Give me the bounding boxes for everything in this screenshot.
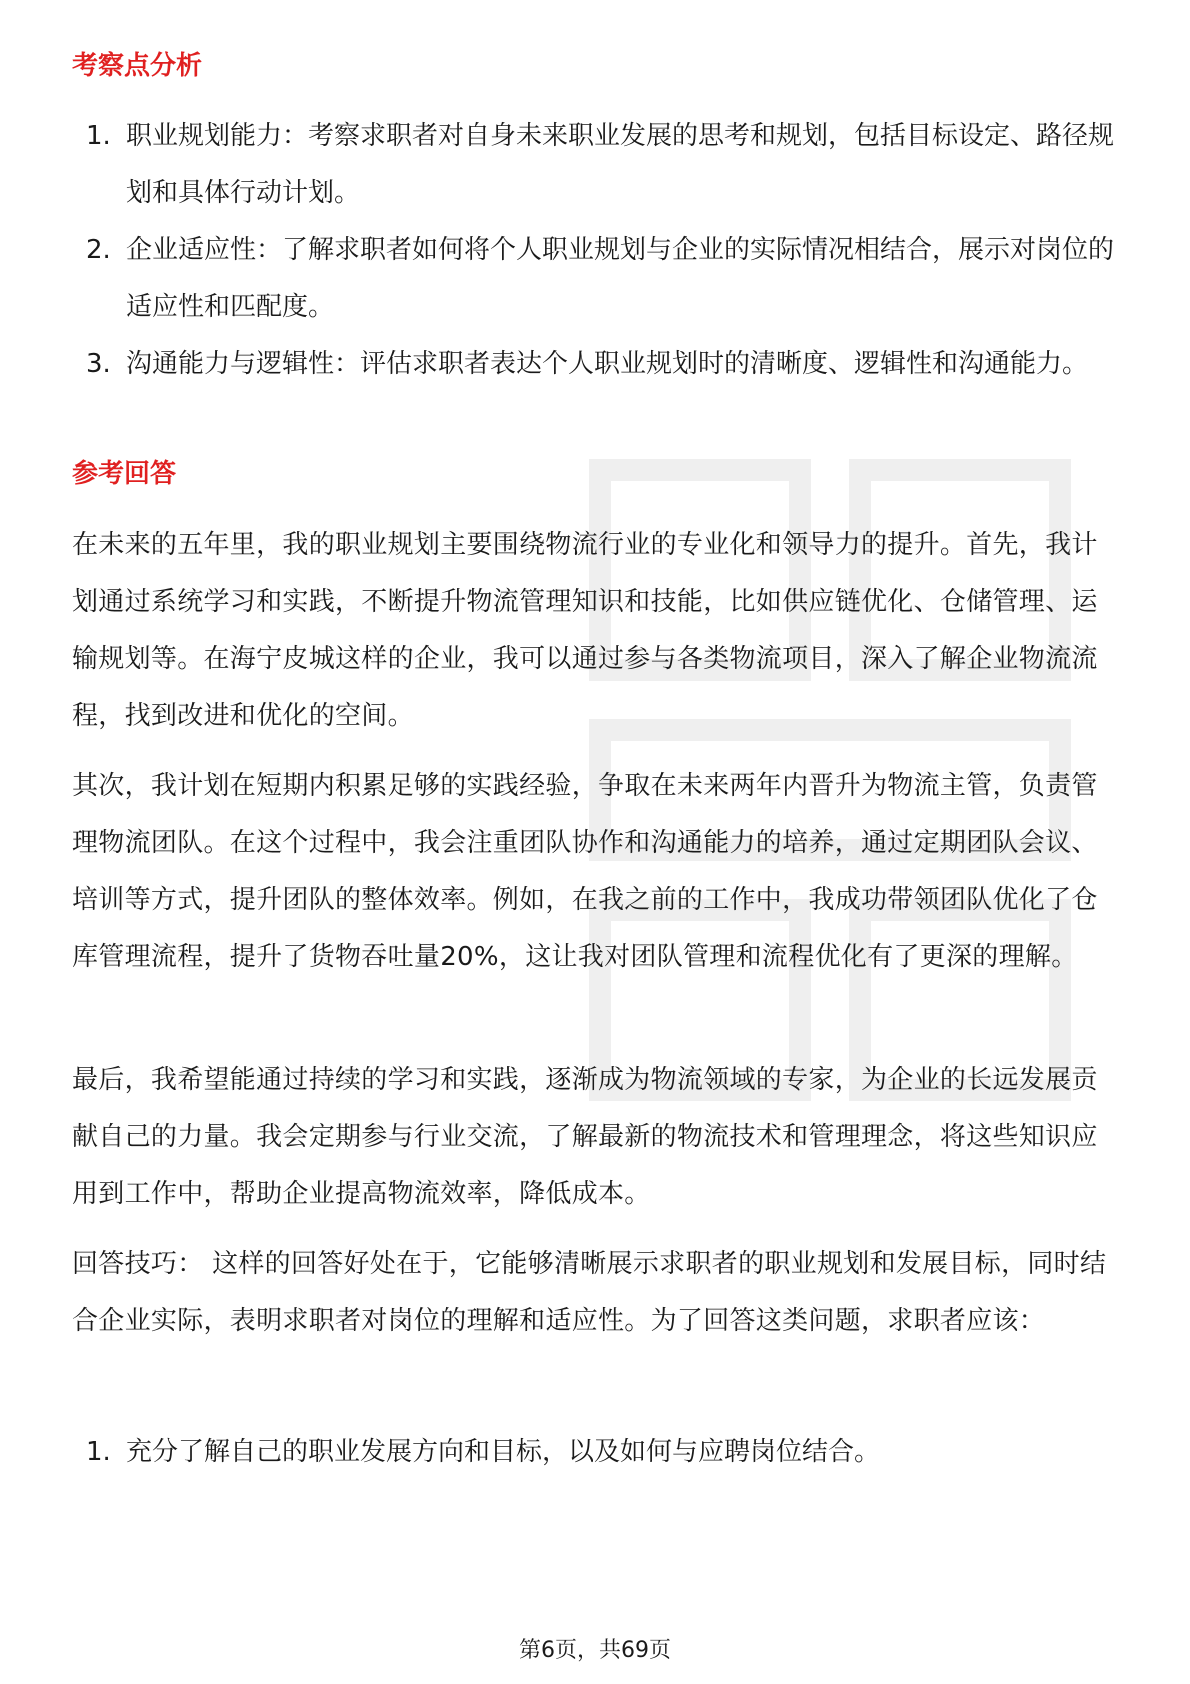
answer-paragraph-3: 最后，我希望能通过持续的学习和实践，逐渐成为物流领域的专家，为企业的长远发展贡献自己的力量。我会定期参与行业交流，了解最新的物流技术和管理理念，将这些知识应用到工作中，帮助企业提高物流效率，降低成本。: [72, 1065, 1098, 1209]
list-number: 3.: [86, 349, 111, 379]
section-heading-analysis: 考察点分析: [72, 51, 203, 81]
list-text: 企业适应性：了解求职者如何将个人职业规划与企业的实际情况相结合，展示对岗位的适应性和匹配度。: [126, 235, 1115, 322]
answer-paragraph-1: 在未来的五年里，我的职业规划主要围绕物流行业的专业化和领导力的提升。首先，我计划通过系统学习和实践，不断提升物流管理知识和技能，比如供应链优化、仓储管理、运输规划等。在海宁皮城这样的企业，我可以通过参与各类物流项目，深入了解企业物流流程，找到改进和优化的空间。: [72, 530, 1098, 731]
list-item: [72, 222, 1122, 336]
list-item: [72, 108, 1122, 222]
list-text: 沟通能力与逻辑性：评估求职者表达个人职业规划时的清晰度、逻辑性和沟通能力。: [126, 349, 1089, 379]
answer-tips-paragraph: 回答技巧： 这样的回答好处在于，它能够清晰展示求职者的职业规划和发展目标，同时结合企业实际，表明求职者对岗位的理解和适应性。为了回答这类问题，求职者应该：: [72, 1249, 1107, 1336]
list-number: 1.: [86, 121, 111, 151]
answer-paragraph-2: 其次，我计划在短期内积累足够的实践经验，争取在未来两年内晋升为物流主管，负责管理物流团队。在这个过程中，我会注重团队协作和沟通能力的培养，通过定期团队会议、培训等方式，提升团队的整体效率。例如，在我之前的工作中，我成功带领团队优化了仓库管理流程，提升了货物吞吐量20%，这让我对团队管理和流程优化有了更深的理解。: [72, 771, 1098, 972]
list-item: [72, 336, 1122, 393]
page-footer: 第6页，共69页: [519, 1638, 671, 1663]
section-heading-answer: 参考回答: [72, 459, 177, 489]
tips-list: [72, 1424, 1122, 1481]
list-number: 2.: [86, 235, 111, 265]
list-item: [72, 1424, 1122, 1481]
list-text: 职业规划能力：考察求职者对自身未来职业发展的思考和规划，包括目标设定、路径规划和具体行动计划。: [126, 121, 1115, 208]
list-text: 充分了解自己的职业发展方向和目标，以及如何与应聘岗位结合。: [126, 1437, 881, 1467]
list-number: 1.: [86, 1437, 111, 1467]
analysis-list: [72, 108, 1122, 393]
